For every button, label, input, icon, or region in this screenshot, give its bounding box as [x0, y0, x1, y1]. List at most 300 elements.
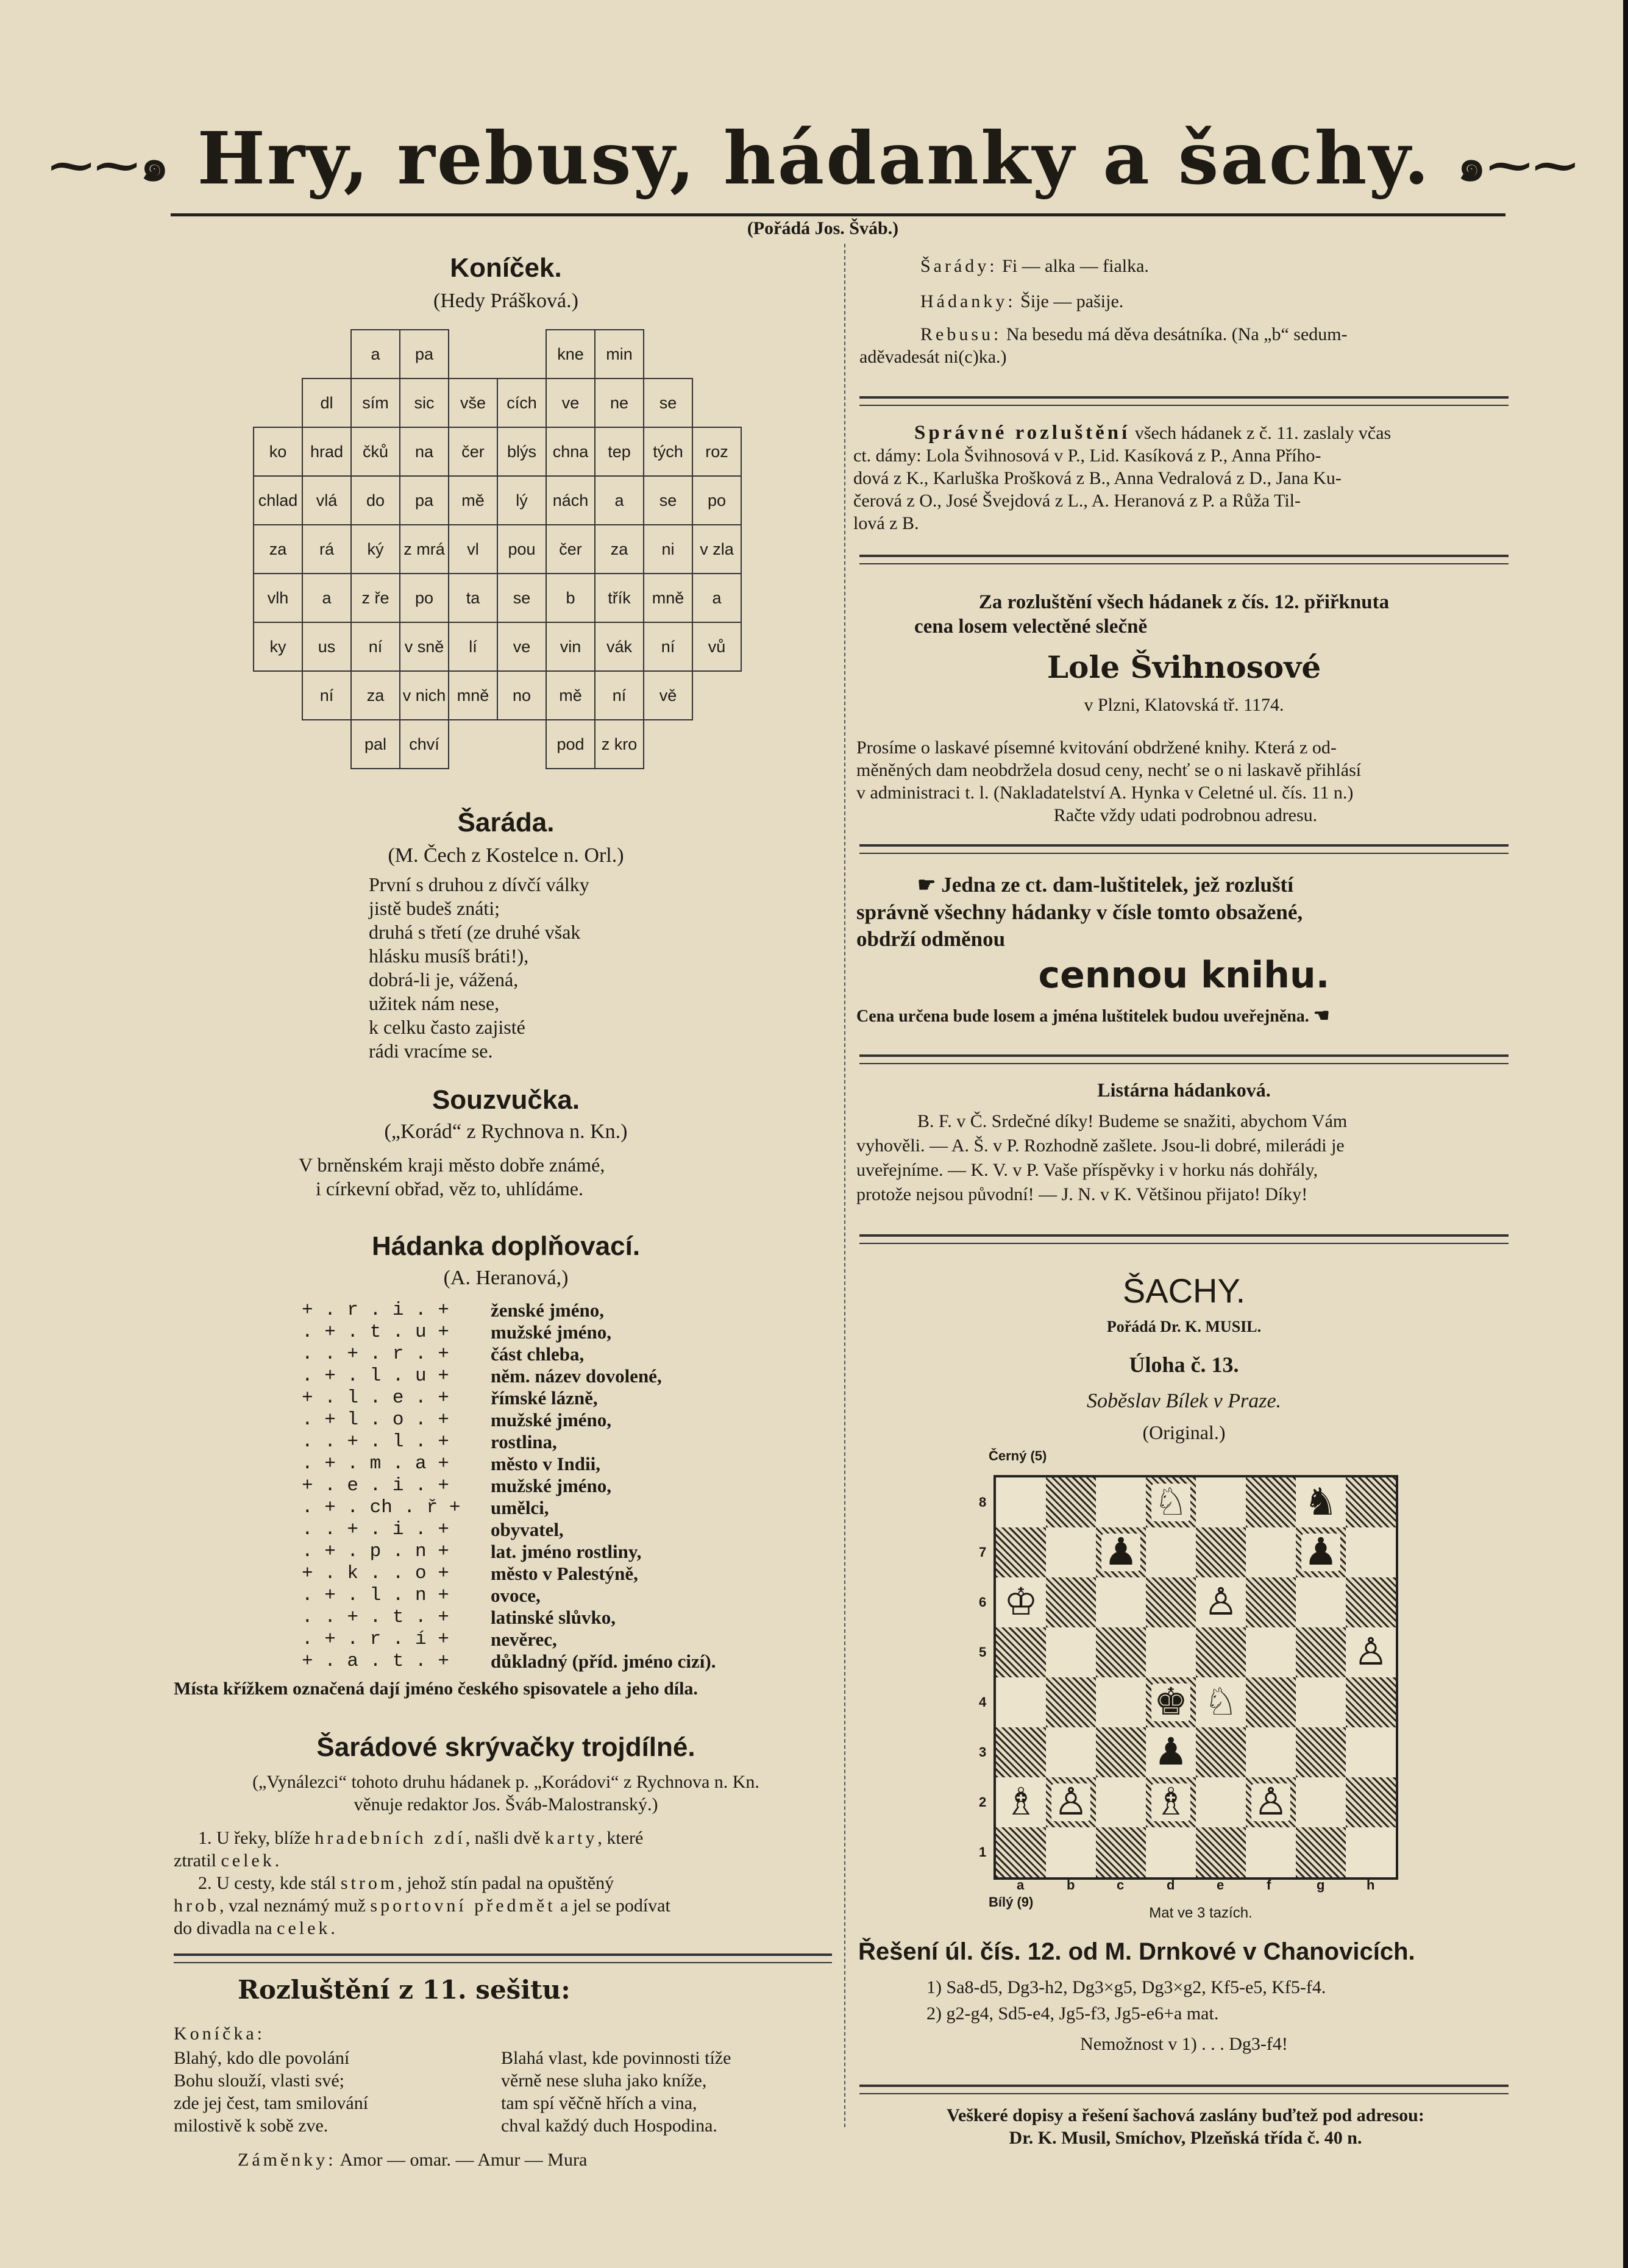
line: Bohu slouží, vlasti své; — [174, 2071, 344, 2091]
pattern: + . a . t . + — [302, 1651, 449, 1672]
grid-cell: z kro — [595, 720, 644, 769]
label: Rebusu: — [920, 324, 1002, 344]
t: . — [274, 1850, 280, 1871]
intro-line: věnuje redaktor Jos. Šváb-Malostranský.) — [354, 1794, 658, 1815]
line: Jedna ze ct. dam-luštitelek, jež rozluští — [941, 873, 1293, 897]
sachy-address — [856, 2104, 1515, 2149]
line: v administraci t. l. (Nakladatelství A. Hynka v Celetné ul. čís. 11 n.) — [856, 783, 1354, 803]
skryvacky-p1 — [174, 1827, 829, 1849]
rank-label: 5 — [979, 1644, 987, 1660]
grid-cell: na — [400, 427, 449, 476]
rule — [859, 555, 1509, 564]
value: Na besedu má děva desátníka. (Na „b“ sedum- — [1006, 324, 1348, 344]
file-label: a — [1017, 1877, 1025, 1893]
board-square — [996, 1727, 1046, 1777]
label: Hádanky: — [920, 291, 1016, 311]
pattern: . + . l . u + — [302, 1365, 449, 1387]
poem-line: dobrá-li je, vážená, — [369, 969, 519, 990]
grid-cell — [692, 330, 741, 379]
board-square — [1046, 1777, 1096, 1827]
line: Dr. K. Musil, Smíchov, Plzeňská třída č. 40 n. — [1009, 2128, 1362, 2148]
sarada-author: (M. Čech z Kostelce n. Orl.) — [388, 844, 624, 867]
cena-heading — [853, 590, 1515, 639]
board-square — [1096, 1627, 1146, 1677]
rank-label: 7 — [979, 1545, 987, 1560]
grid-cell: v zla — [692, 525, 741, 574]
doplnovaci-row — [302, 1541, 826, 1563]
grid-cell: třík — [595, 574, 644, 622]
t: celek — [221, 1850, 275, 1871]
sachy-title: ŠACHY. — [1122, 1271, 1246, 1310]
line: všech hádanek z č. 11. zaslaly včas — [1134, 423, 1392, 443]
board-square — [1296, 1627, 1346, 1677]
hint: mužské jméno, — [491, 1475, 612, 1496]
pointing-hand-left-icon: ☚ — [1313, 1006, 1330, 1026]
file-label: c — [1117, 1877, 1125, 1893]
grid-cell — [449, 720, 497, 769]
doplnovaci-list — [302, 1299, 826, 1673]
grid-cell: blýs — [497, 427, 546, 476]
grid-cell: z mrá — [400, 525, 449, 574]
line: dová z K., Karluška Prošková z B., Anna Vedralová z D., Jana Ku- — [853, 468, 1342, 488]
line: Blahá vlast, kde povinnosti tíže — [501, 2048, 731, 2068]
reseni-2: 2) g2-g4, Sd5-e4, Jg5-f3, Jg5-e6+a mat. — [926, 2003, 1219, 2024]
rozlusteni-title: Rozluštění z 11. sešitu: — [238, 1975, 571, 2005]
grid-cell: mně — [644, 574, 692, 622]
grid-cell — [254, 379, 302, 427]
grid-cell: sic — [400, 379, 449, 427]
file-label: d — [1167, 1877, 1175, 1893]
grid-cell: ko — [254, 427, 302, 476]
editor-line: (Pořádá Jos. Šváb.) — [747, 218, 899, 238]
grid-cell: po — [692, 476, 741, 525]
doplnovaci-author: (A. Heranová,) — [443, 1267, 569, 1289]
line: ct. dámy: Lola Švihnosová v P., Lid. Kasíková z P., Anna Přího- — [853, 446, 1321, 466]
spravne-block — [853, 422, 1515, 535]
grid-cell: a — [692, 574, 741, 622]
pattern: . + . p . n + — [302, 1541, 449, 1562]
line: vyhověli. — A. Š. v P. Rozhodně zašlete. Jsou-li dobré, milerádi je — [856, 1136, 1345, 1156]
skryvacky-body — [174, 1827, 829, 1939]
rank-label: 6 — [979, 1594, 987, 1610]
grid-cell: se — [497, 574, 546, 622]
grid-cell: tých — [644, 427, 692, 476]
chess-piece-icon: ♘ — [1201, 1683, 1240, 1721]
ornament-left-icon: ⁓⁓๑ — [49, 139, 171, 191]
prize-title: cennou knihu. — [1038, 954, 1330, 997]
grid-cell: ní — [302, 671, 351, 720]
skryvacky-intro — [174, 1771, 838, 1816]
board-square — [1296, 1727, 1346, 1777]
grid-cell: pa — [400, 476, 449, 525]
board-square — [1346, 1777, 1396, 1827]
sachy-editor: Pořádá Dr. K. MUSIL. — [1106, 1318, 1262, 1335]
grid-cell: pal — [351, 720, 400, 769]
board-square — [996, 1527, 1046, 1577]
line: Prosíme o laskavé písemné kvitování obdržené knihy. Která z od- — [856, 738, 1337, 758]
board-square — [1246, 1527, 1296, 1577]
pattern: . + . t . u + — [302, 1321, 449, 1343]
doplnovaci-row — [302, 1431, 826, 1453]
line: správně všechny hádanky v čísle tomto obsažené, — [856, 900, 1303, 924]
chess-piece-icon: ♙ — [1251, 1783, 1290, 1821]
board-square — [1046, 1577, 1096, 1627]
board-square — [1346, 1727, 1396, 1777]
line: Za rozluštění všech hádanek z čís. 12. přiřknuta — [978, 591, 1390, 613]
doplnovaci-note: Místa křížkem označená dají jméno českého spisovatele a jeho díla. — [174, 1679, 698, 1699]
grid-cell: ký — [351, 525, 400, 574]
doplnovaci-row — [302, 1299, 826, 1321]
t: a jel se podívat — [555, 1896, 670, 1916]
pattern: + . r . i . + — [302, 1299, 449, 1321]
grid-cell: vlá — [302, 476, 351, 525]
rule — [859, 1054, 1509, 1064]
board-square — [1146, 1777, 1196, 1827]
page-edge — [1623, 0, 1628, 2268]
grid-cell: čků — [351, 427, 400, 476]
rank-label: 3 — [979, 1744, 987, 1760]
board-square — [1246, 1577, 1296, 1627]
hint: mužské jméno, — [491, 1321, 612, 1343]
board-square — [996, 1577, 1046, 1627]
board-square — [1296, 1477, 1346, 1527]
board-square — [996, 1627, 1046, 1677]
line: obdrží odměnou — [856, 927, 1006, 951]
board-square — [1046, 1527, 1096, 1577]
t: hrob — [174, 1896, 219, 1916]
line: měněných dam neobdržela dosud ceny, nechť se o ni laskavě přihlásí — [856, 760, 1362, 780]
grid-cell: tep — [595, 427, 644, 476]
grid-cell: cích — [497, 379, 546, 427]
pattern: + . l . e . + — [302, 1387, 449, 1409]
grid-cell — [254, 671, 302, 720]
board-square — [996, 1777, 1046, 1827]
hint: důkladný (příd. jméno cizí). — [491, 1651, 716, 1672]
board-square — [1146, 1527, 1196, 1577]
grid-cell: vin — [546, 622, 595, 671]
t: 1. U řeky, blíže — [198, 1828, 315, 1848]
t: do divadla na — [174, 1918, 277, 1938]
t: strom — [340, 1873, 398, 1893]
grid-cell: no — [497, 671, 546, 720]
grid-cell: po — [400, 574, 449, 622]
grid-cell: vlh — [254, 574, 302, 622]
chess-board — [994, 1475, 1398, 1880]
reseni-1: 1) Sa8-d5, Dg3-h2, Dg3×g5, Dg3×g2, Kf5-e5, Kf5-f4. — [926, 1977, 1326, 1997]
board-square — [1096, 1827, 1146, 1877]
grid-cell: do — [351, 476, 400, 525]
board-square — [1346, 1477, 1396, 1527]
board-square — [1246, 1827, 1296, 1877]
souzvucka-text — [299, 1153, 762, 1201]
doplnovaci-row — [302, 1409, 826, 1431]
listarna-text — [856, 1109, 1515, 1207]
rank-label: 8 — [979, 1495, 987, 1510]
chess-piece-icon: ♟ — [1101, 1534, 1140, 1571]
board-square — [1246, 1477, 1296, 1527]
page-title — [0, 116, 1628, 201]
grid-cell: a — [302, 574, 351, 622]
board-square — [1096, 1777, 1146, 1827]
konicka-label: Koníčka: — [174, 2024, 265, 2044]
grid-cell — [644, 720, 692, 769]
hint: nevěrec, — [491, 1629, 557, 1650]
doplnovaci-row — [302, 1585, 826, 1607]
t: , které — [597, 1828, 644, 1848]
grid-cell: roz — [692, 427, 741, 476]
pattern: . + l . o . + — [302, 1409, 449, 1431]
chess-piece-icon: ♔ — [1001, 1584, 1040, 1621]
grid-cell: ní — [595, 671, 644, 720]
uloha: Úloha č. 13. — [1129, 1353, 1239, 1377]
grid-cell: mě — [449, 476, 497, 525]
skryvacky-p2c — [174, 1917, 829, 1939]
odmena-note — [856, 1004, 1515, 1028]
hint: ženské jméno, — [491, 1299, 604, 1321]
doplnovaci-row — [302, 1607, 826, 1629]
doplnovaci-row — [302, 1343, 826, 1365]
grid-cell: pa — [400, 330, 449, 379]
board-square — [1296, 1827, 1346, 1877]
poem-line: jistě budeš znáti; — [369, 897, 500, 919]
line: lová z B. — [853, 513, 919, 533]
rule — [174, 1953, 832, 1963]
rank-label: 2 — [979, 1794, 987, 1810]
reseni-3: Nemožnost v 1) . . . Dg3-f4! — [1080, 2034, 1288, 2054]
line: milostivě k sobě zve. — [174, 2116, 329, 2136]
board-square — [1096, 1677, 1146, 1727]
grid-cell: ve — [546, 379, 595, 427]
file-label: h — [1367, 1877, 1375, 1893]
sarady-answer — [920, 255, 1530, 277]
board-square — [1046, 1677, 1096, 1727]
board-square — [1196, 1727, 1246, 1777]
skryvacky-p2b — [174, 1894, 829, 1917]
grid-cell — [692, 671, 741, 720]
chess-piece-icon: ♘ — [1151, 1484, 1190, 1521]
grid-cell: vák — [595, 622, 644, 671]
file-label: g — [1317, 1877, 1325, 1893]
poem-line: hlásku musíš bráti!), — [369, 945, 529, 967]
doplnovaci-row — [302, 1629, 826, 1651]
board-square — [1246, 1727, 1296, 1777]
pattern: . + . r . í + — [302, 1629, 449, 1650]
board-square — [1096, 1727, 1146, 1777]
board-square — [1146, 1727, 1196, 1777]
hint: římské lázně, — [491, 1387, 598, 1409]
board-square — [1346, 1527, 1396, 1577]
grid-cell: za — [254, 525, 302, 574]
hint: umělci, — [491, 1497, 549, 1518]
grid-cell — [692, 379, 741, 427]
pattern: . . + . r . + — [302, 1343, 449, 1365]
grid-cell — [497, 720, 546, 769]
value: Šije — pašije. — [1020, 291, 1124, 311]
rule — [859, 1234, 1509, 1244]
poem-line: rádi vracíme se. — [369, 1040, 493, 1062]
grid-cell: a — [351, 330, 400, 379]
t: , našli dvě — [465, 1828, 545, 1848]
poem-line: užitek nám nese, — [369, 992, 500, 1014]
grid-cell: chna — [546, 427, 595, 476]
grid-cell: se — [644, 476, 692, 525]
line: B. F. v Č. Srdečné díky! Budeme se snažiti, abychom Vám — [917, 1111, 1348, 1131]
grid-cell: vě — [644, 671, 692, 720]
grid-cell: kne — [546, 330, 595, 379]
hint: ovoce, — [491, 1585, 541, 1606]
souzvucka-title: Souzvučka. — [432, 1085, 580, 1115]
ornament-right-icon: ๑⁓⁓ — [1457, 139, 1579, 191]
grid-cell — [449, 330, 497, 379]
board-square — [1246, 1627, 1296, 1677]
grid-cell: vl — [449, 525, 497, 574]
pattern: + . k . . o + — [302, 1563, 449, 1584]
zamenky — [238, 2149, 786, 2171]
doplnovaci-row — [302, 1497, 826, 1519]
t: . — [330, 1918, 335, 1938]
board-square — [1196, 1477, 1246, 1527]
line: protože nejsou původní! — J. N. v K. Většinou přijato! Díky! — [856, 1184, 1308, 1204]
board-square — [996, 1677, 1046, 1727]
board-square — [1146, 1577, 1196, 1627]
board-square — [1096, 1477, 1146, 1527]
line: věrně nese sluha jako kníže, — [501, 2071, 707, 2091]
grid-cell: za — [351, 671, 400, 720]
hint: město v Palestýně, — [491, 1563, 638, 1584]
line: tam spí věčně hřích a vina, — [501, 2093, 697, 2113]
grid-cell: vů — [692, 622, 741, 671]
doplnovaci-row — [302, 1475, 826, 1497]
board-square — [1196, 1527, 1246, 1577]
grid-cell — [692, 720, 741, 769]
grid-cell — [644, 330, 692, 379]
rule — [859, 844, 1509, 854]
rozlusteni-right — [501, 2047, 842, 2137]
chess-piece-icon: ♙ — [1051, 1783, 1090, 1821]
board-square — [1146, 1827, 1196, 1877]
winner-address: v Plzni, Klatovská tř. 1174. — [1084, 695, 1284, 715]
t: 2. U cesty, kde stál — [198, 1873, 341, 1893]
label: Záměnky: — [238, 2150, 336, 2170]
board-square — [1096, 1527, 1146, 1577]
hint: rostlina, — [491, 1431, 557, 1452]
value: Amor — omar. — Amur — Mura — [339, 2150, 588, 2170]
grid-cell: us — [302, 622, 351, 671]
sarada-poem — [369, 873, 710, 1063]
grid-cell: pod — [546, 720, 595, 769]
line: cena losem velectěné slečně — [914, 616, 1148, 638]
pattern: . + . ch . ř + — [302, 1497, 461, 1518]
skryvacky-p1b — [174, 1849, 829, 1872]
grid-cell: a — [595, 476, 644, 525]
board-square — [1196, 1777, 1246, 1827]
grid-cell: se — [644, 379, 692, 427]
hadanky-answer — [920, 290, 1530, 313]
intro-line: („Vynálezci“ tohoto druhu hádanek p. „Korádovi“ z Rychnova n. Kn. — [252, 1772, 759, 1792]
chess-piece-icon: ♚ — [1151, 1683, 1190, 1721]
grid-cell: čer — [449, 427, 497, 476]
board-square — [1146, 1677, 1196, 1727]
hint: lat. jméno rostliny, — [491, 1541, 642, 1562]
line: Cena určena bude losem a jména luštitelek budou uveřejněna. — [856, 1007, 1309, 1026]
board-square — [1346, 1627, 1396, 1677]
grid-cell: z ře — [351, 574, 400, 622]
board-square — [1196, 1577, 1246, 1627]
grid-cell: ve — [497, 622, 546, 671]
board-square — [996, 1827, 1046, 1877]
chess-piece-icon: ♞ — [1301, 1484, 1340, 1521]
board-square — [1346, 1677, 1396, 1727]
konicek-grid — [253, 329, 742, 769]
t: celek — [277, 1918, 331, 1938]
chess-piece-icon: ♙ — [1201, 1584, 1240, 1621]
composer: Soběslav Bílek v Praze. — [1086, 1390, 1282, 1412]
t: karty — [544, 1828, 598, 1848]
grid-cell: b — [546, 574, 595, 622]
board-square — [1046, 1727, 1096, 1777]
file-label: f — [1267, 1877, 1271, 1893]
board-square — [1296, 1677, 1346, 1727]
t: ztratil — [174, 1850, 221, 1871]
grid-cell: nách — [546, 476, 595, 525]
pattern: + . e . i . + — [302, 1475, 449, 1496]
chess-piece-icon: ♟ — [1301, 1534, 1340, 1571]
board-square — [1146, 1477, 1196, 1527]
odmena-block — [856, 872, 1515, 953]
grid-cell: ni — [644, 525, 692, 574]
board-square — [1046, 1627, 1096, 1677]
konicek-title: Koníček. — [450, 253, 562, 283]
rank-label: 4 — [979, 1694, 987, 1710]
poem-line: V brněnském kraji město dobře známé, — [299, 1154, 605, 1176]
chess-piece-icon: ♟ — [1151, 1733, 1190, 1771]
grid-cell: hrad — [302, 427, 351, 476]
poem-line: druhá s třetí (ze druhé však — [369, 921, 581, 943]
grid-cell: mě — [546, 671, 595, 720]
sarada-title: Šaráda. — [457, 808, 555, 837]
pattern: . . + . t . + — [302, 1607, 449, 1628]
grid-cell: ní — [644, 622, 692, 671]
poem-line: i církevní obřad, věz to, uhlídáme. — [316, 1178, 583, 1200]
doplnovaci-row — [302, 1563, 826, 1585]
grid-cell: lý — [497, 476, 546, 525]
doplnovaci-row — [302, 1519, 826, 1541]
file-label: e — [1217, 1877, 1225, 1893]
grid-cell: ta — [449, 574, 497, 622]
black-label: Černý (5) — [989, 1448, 1047, 1463]
grid-cell — [497, 330, 546, 379]
reseni-title: Řešení úl. čís. 12. od M. Drnkové v Chanovicích. — [858, 1938, 1415, 1965]
pattern: . . + . l . + — [302, 1431, 449, 1452]
rule — [859, 396, 1509, 406]
line: čerová z O., José Švejdová z L., A. Heranová z P. a Růža Til- — [853, 491, 1301, 511]
rozlusteni-left — [174, 2047, 491, 2137]
grid-cell: v nich — [400, 671, 449, 720]
grid-cell: dl — [302, 379, 351, 427]
board-square — [1246, 1677, 1296, 1727]
pointing-hand-icon: ☛ — [917, 874, 936, 897]
hint: město v Indii, — [491, 1453, 600, 1474]
lead: Správné rozluštění — [914, 422, 1131, 444]
board-square — [1196, 1677, 1246, 1727]
board-square — [1046, 1477, 1096, 1527]
line: uveřejníme. — K. V. v P. Vaše příspěvky i v horku nás dohřály, — [856, 1160, 1318, 1180]
poem-line: k celku často zajisté — [369, 1016, 525, 1038]
grid-cell — [254, 330, 302, 379]
line: zde jej čest, tam smilování — [174, 2093, 369, 2113]
grid-cell — [302, 330, 351, 379]
skryvacky-title: Šarádové skrývačky trojdílné. — [316, 1732, 695, 1762]
